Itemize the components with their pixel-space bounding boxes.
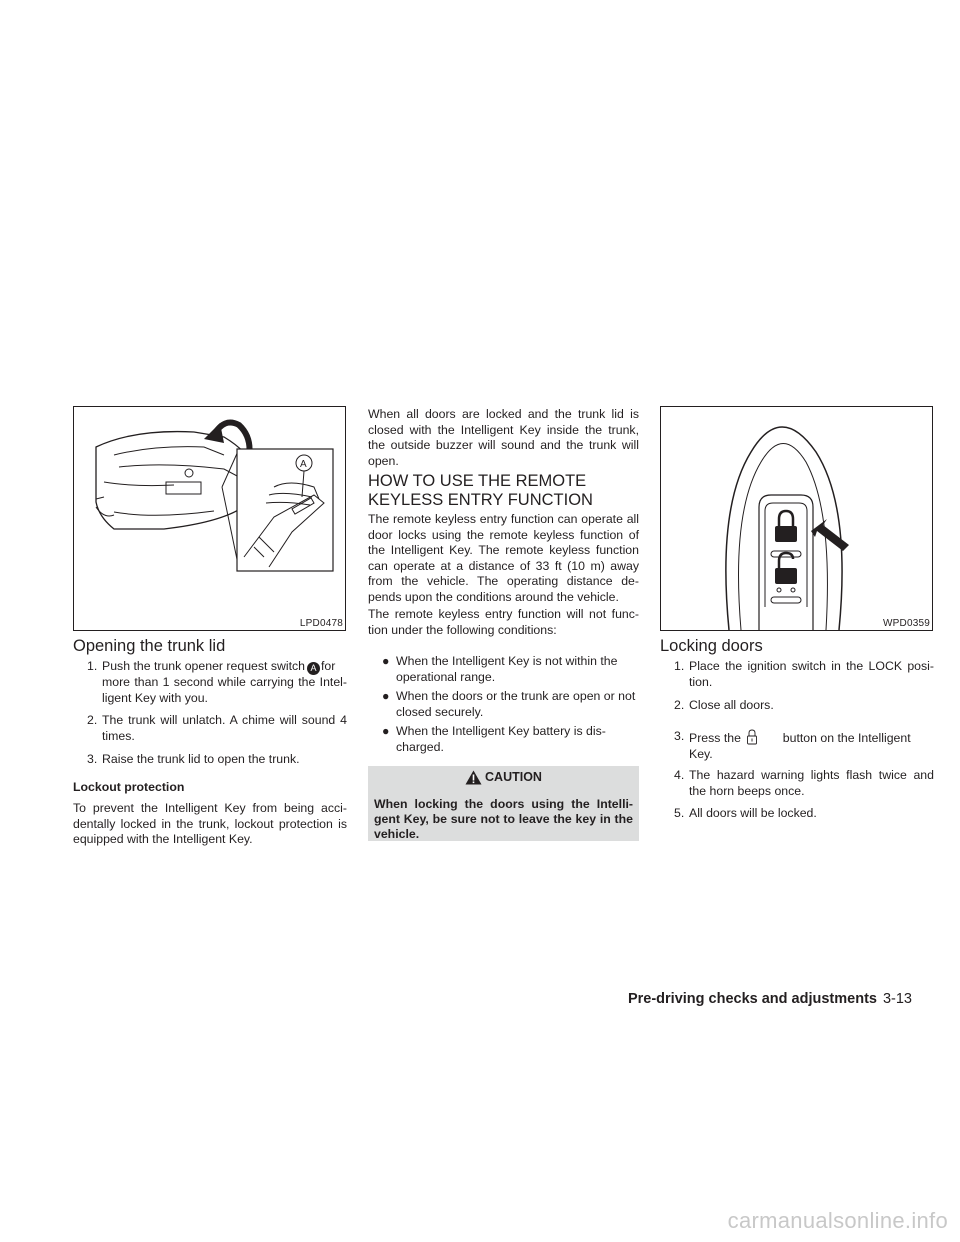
lock-step-3: 3. Press the button on the Intelligent Key. — [674, 729, 911, 761]
pointer-arrow-icon — [811, 519, 849, 551]
intelligent-key-illustration — [660, 406, 933, 631]
figure-code: WPD0359 — [883, 618, 930, 629]
warning-triangle-icon — [465, 770, 482, 785]
watermark: carmanualsonline.info — [727, 1208, 948, 1233]
heading-opening-trunk-lid: Opening the trunk lid — [73, 637, 226, 655]
intelligent-key-drawing — [661, 407, 932, 630]
lock-button-icon — [779, 511, 793, 527]
intro-paragraph: When all doors are locked and the trunk lid is closed with the Intelligent Key inside the trunk, the outside buzzer will sound and the trunk will open. — [368, 407, 639, 468]
caution-header: CAUTION — [368, 766, 639, 788]
heading-remote-keyless: HOW TO USE THE REMOTE KEYLESS ENTRY FUNCTION — [368, 472, 593, 509]
footer-section-title: Pre-driving checks and adjustments — [627, 991, 877, 1007]
unlock-button-icon — [779, 553, 793, 569]
trunk-opener-illustration — [73, 406, 346, 631]
lock-step-5: 5. All doors will be locked. — [674, 806, 817, 820]
trunk-step-3: 3. Raise the trunk lid to open the trunk. — [87, 752, 300, 766]
figure-label-a: A — [300, 459, 307, 470]
keyless-paragraph-1: The remote keyless entry function can operate all door locks using the remote keyless function of the Intelligent Key. The remote keyless function can operate at a distance of 33 ft (10 m) away from the vehicle. The operating distance de-pends upon the conditions around the vehicle. — [368, 512, 639, 604]
car-trunk-drawing — [74, 407, 345, 630]
page-number: 3-13 — [882, 991, 912, 1007]
switch-a-icon: A — [307, 662, 320, 675]
page-footer — [628, 991, 912, 1007]
lock-step-4: 4. The hazard warning lights flash twice and the horn beeps once. — [674, 768, 934, 798]
keyless-paragraph-2: The remote keyless entry function will not func-tion under the following conditions: — [368, 607, 639, 637]
subheading-lockout-protection: Lockout protection — [73, 780, 185, 794]
lock-step-2: 2. Close all doors. — [674, 698, 774, 712]
heading-locking-doors: Locking doors — [660, 637, 763, 655]
trunk-step-2: 2. The trunk will unlatch. A chime will sound 4 times. — [87, 713, 347, 743]
lock-step-1: 1. Place the ignition switch in the LOCK posi-tion. — [674, 659, 934, 689]
trunk-step-1: 1. Push the trunk opener request switch A for more than 1 second while carrying the Intel-ligent Key with you. — [87, 659, 347, 705]
lockout-paragraph: To prevent the Intelligent Key from being acci-dentally locked in the trunk, lockout protection is equipped with the Intelligent Key. — [73, 801, 347, 846]
caution-box — [368, 766, 639, 841]
caution-text: When locking the doors using the Intelli-gent Key, be sure not to leave the key in the vehicle. — [374, 797, 633, 841]
figure-code: LPD0478 — [299, 618, 343, 629]
lock-symbol-icon — [746, 729, 758, 745]
